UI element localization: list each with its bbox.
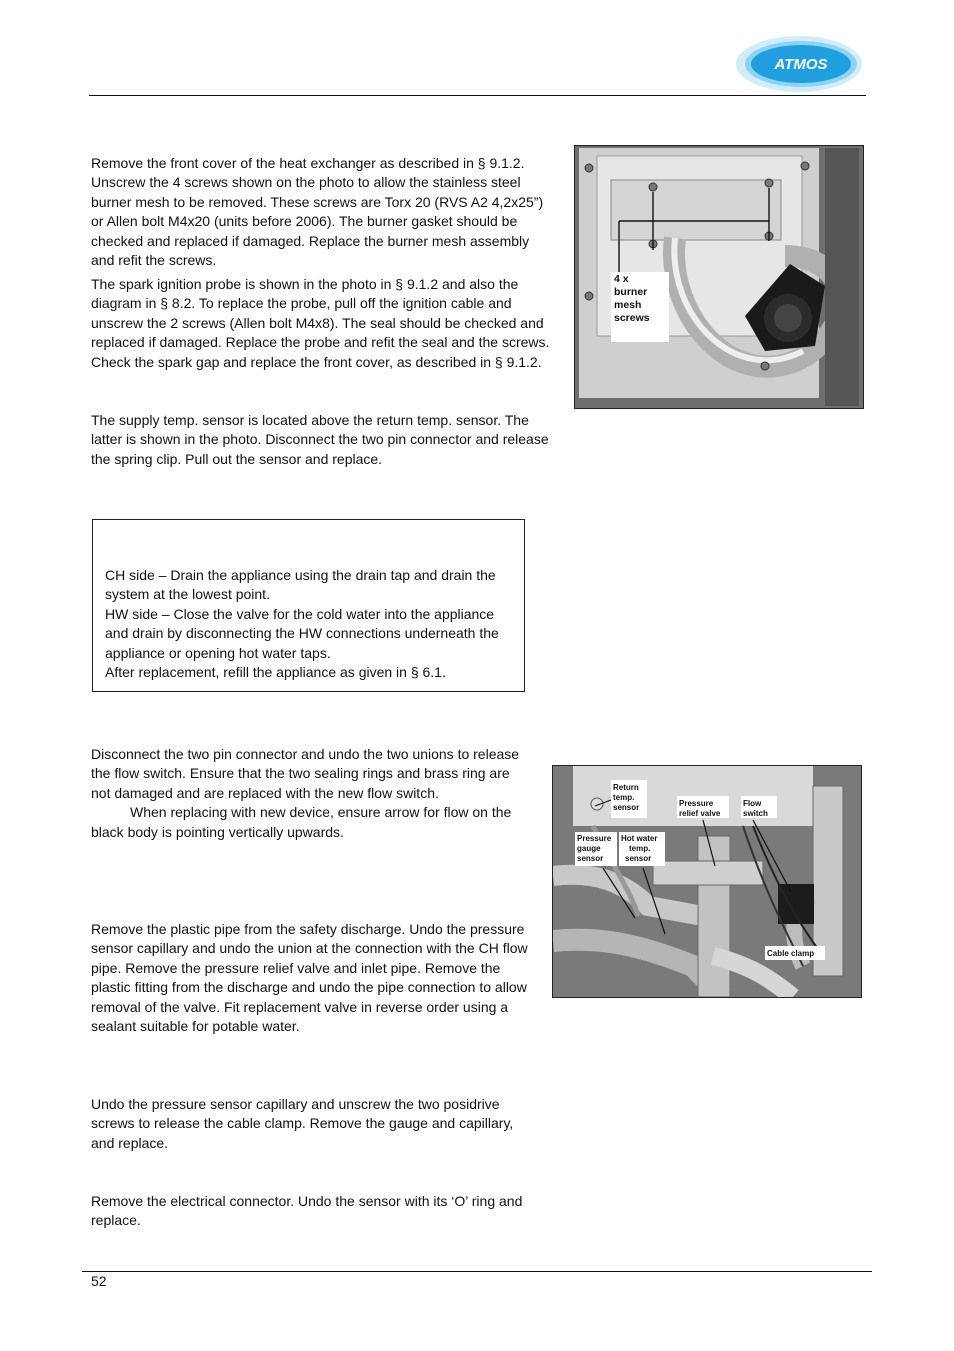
svg-text:sensor: sensor — [613, 803, 640, 812]
header-divider — [89, 95, 866, 96]
svg-text:burner: burner — [614, 286, 648, 298]
svg-text:4 x: 4 x — [614, 273, 629, 285]
burner-mesh-paragraph: Remove the front cover of the heat exchanger as described in § 9.1.2. Unscrew the 4 screws shown on the photo to allow the stainless steel burner mesh to be removed. These screws are Torx 20 (RVS A2 4,2x25”) or Allen bolt M4x20 (units before 2006). The burner gasket should be checked and replaced if damaged. Replace the burner mesh assembly and refit the screws. — [91, 155, 544, 269]
svg-text:screws: screws — [614, 312, 650, 324]
svg-text:mesh: mesh — [614, 299, 642, 311]
flow-switch-paragraph — [91, 745, 523, 842]
ignition-probe-paragraph: The spark ignition probe is shown in the photo in § 9.1.2 and also the diagram in § 8.2. To replace the probe, pull off the ignition cable and unscrew the 2 screws (Allen bolt M4x8). The seal should be checked and replaced if damaged. Replace the probe and refit the seal and the screws. Check the spark gap and replace the front cover, as described in § 9.1.2. — [91, 276, 550, 370]
hydraulic-photo — [552, 765, 862, 998]
page-number: 52 — [91, 1273, 107, 1289]
burner-photo — [574, 145, 864, 409]
footer-divider — [82, 1271, 872, 1272]
draining-note-box — [92, 519, 525, 692]
svg-text:gauge: gauge — [577, 844, 601, 853]
svg-text:sensor: sensor — [625, 854, 652, 863]
flow-switch-text: Disconnect the two pin connector and undo the two unions to release the flow switch. Ensure that the two sealing rings and brass ring are not damaged and are replaced with the new flow switch. — [91, 746, 520, 801]
relief-valve-paragraph: Remove the plastic pipe from the safety discharge. Undo the pressure sensor capillary and undo the union at the connection with the CH flow pipe. Remove the pressure relief valve and inlet pipe. Remove the plastic fitting from the discharge and undo the pipe connection to allow removal of the valve. Fit replacement valve in reverse order using a sealant suitable for potable water. — [91, 921, 528, 1035]
atmos-logo — [735, 34, 865, 94]
svg-text:Return: Return — [613, 783, 639, 792]
pressure-sensor-paragraph: Remove the electrical connector. Undo the sensor with its ‘O’ ring and replace. — [91, 1193, 523, 1229]
svg-text:relief valve: relief valve — [679, 809, 721, 818]
svg-text:Cable clamp: Cable clamp — [767, 949, 815, 958]
svg-text:Pressure: Pressure — [577, 834, 612, 843]
note-hw-side: HW side – Close the valve for the cold water into the appliance and drain by disconnecting the HW connections underneath the appliance or opening hot water taps. — [105, 605, 499, 661]
svg-text:temp.: temp. — [629, 844, 651, 853]
note-text — [105, 566, 505, 682]
svg-text:switch: switch — [743, 809, 768, 818]
note-refill: After replacement, refill the appliance as given in § 6.1. — [105, 664, 446, 681]
note-ch-side: CH side – Drain the appliance using the drain tap and drain the system at the lowest point. — [105, 567, 496, 603]
pressure-gauge-paragraph: Undo the pressure sensor capillary and unscrew the two posidrive screws to release the cable clamp. Remove the gauge and capillary, and replace. — [91, 1096, 514, 1151]
temp-sensor-paragraph: The supply temp. sensor is located above the return temp. sensor. The latter is shown in the photo. Disconnect the two pin connector and release the spring clip. Pull out the sensor and replace. — [91, 412, 549, 467]
svg-text:sensor: sensor — [577, 854, 604, 863]
svg-text:ATMOS: ATMOS — [774, 56, 828, 73]
svg-text:Pressure: Pressure — [679, 799, 714, 808]
svg-text:Flow: Flow — [743, 799, 762, 808]
svg-text:temp.: temp. — [613, 793, 635, 802]
svg-text:Hot water: Hot water — [621, 834, 658, 843]
flow-switch-direction-text: When replacing with new device, ensure arrow for flow on the black body is pointing vertically upwards. — [91, 804, 512, 840]
